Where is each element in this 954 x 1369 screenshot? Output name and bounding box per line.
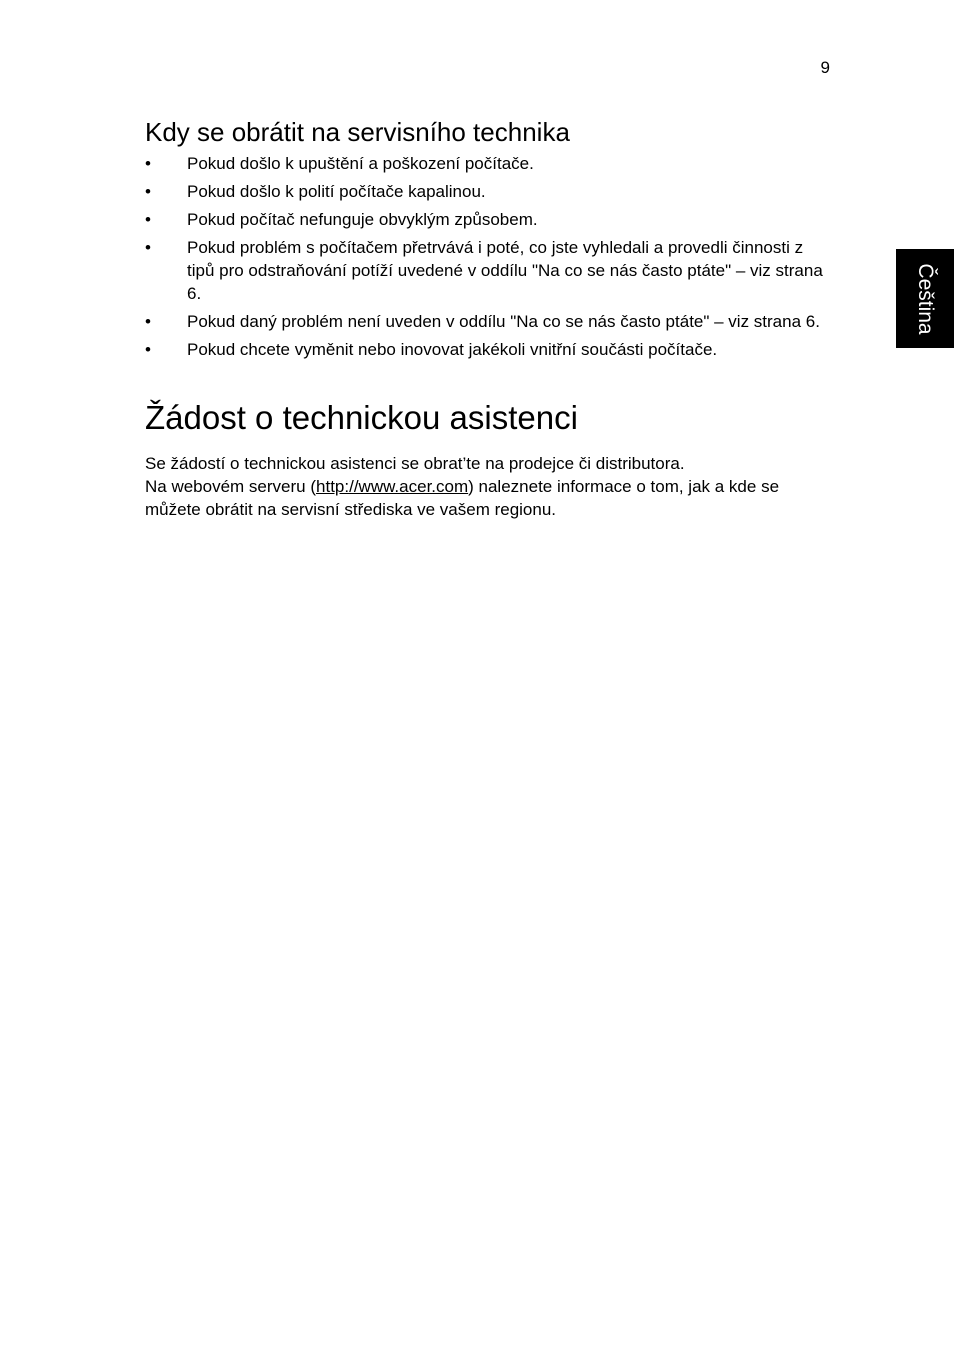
bullet-icon: • (145, 238, 151, 257)
assistance-line-2-end: ) naleznete informace o tom, jak a kde se můžete obrátit na servisní střediska ve vašem regionu. (145, 477, 780, 519)
list-item (145, 236, 835, 305)
service-bullet-list (145, 152, 835, 361)
bullet-icon: • (145, 312, 151, 331)
list-item (145, 152, 835, 175)
assistance-line-1: Se žádostí o technickou asistenci se obrat’te na prodejce či distributora. (145, 454, 685, 473)
list-item-text: Pokud chcete vyměnit nebo inovovat jakékoli vnitřní součásti počítače. (187, 340, 718, 359)
acer-website-link[interactable]: http://www.acer.com (316, 477, 469, 496)
list-item-text: Pokud daný problém není uveden v oddílu "Na co se nás často ptáte" – viz strana 6. (187, 312, 820, 331)
assistance-line-2-start: Na webovém serveru ( (145, 477, 317, 496)
list-item-text: Pokud došlo k upuštění a poškození počítače. (187, 154, 534, 173)
page-number: 9 (820, 58, 830, 77)
bullet-icon: • (145, 182, 151, 201)
list-item-text: Pokud problém s počítačem přetrvává i poté, co jste vyhledali a provedli činnosti z tipů pro odstraňování potíží uvedené v oddílu "Na co se nás často ptáte" – viz strana 6. (187, 238, 823, 303)
section-heading-assistance: Žádost o technickou asistenci (145, 399, 578, 436)
section-heading-service: Kdy se obrátit na servisního technika (145, 117, 570, 147)
list-item (145, 180, 835, 203)
list-item-text: Pokud počítač nefunguje obvyklým způsobem. (187, 210, 538, 229)
list-item (145, 208, 835, 231)
list-item (145, 310, 835, 333)
page-content (145, 116, 835, 521)
language-tab (896, 249, 954, 348)
list-item (145, 338, 835, 361)
language-tab-label: Čeština (914, 262, 937, 335)
bullet-icon: • (145, 340, 151, 359)
list-item-text: Pokud došlo k polití počítače kapalinou. (187, 182, 486, 201)
assistance-paragraph (145, 452, 835, 521)
bullet-icon: • (145, 154, 151, 173)
bullet-icon: • (145, 210, 151, 229)
